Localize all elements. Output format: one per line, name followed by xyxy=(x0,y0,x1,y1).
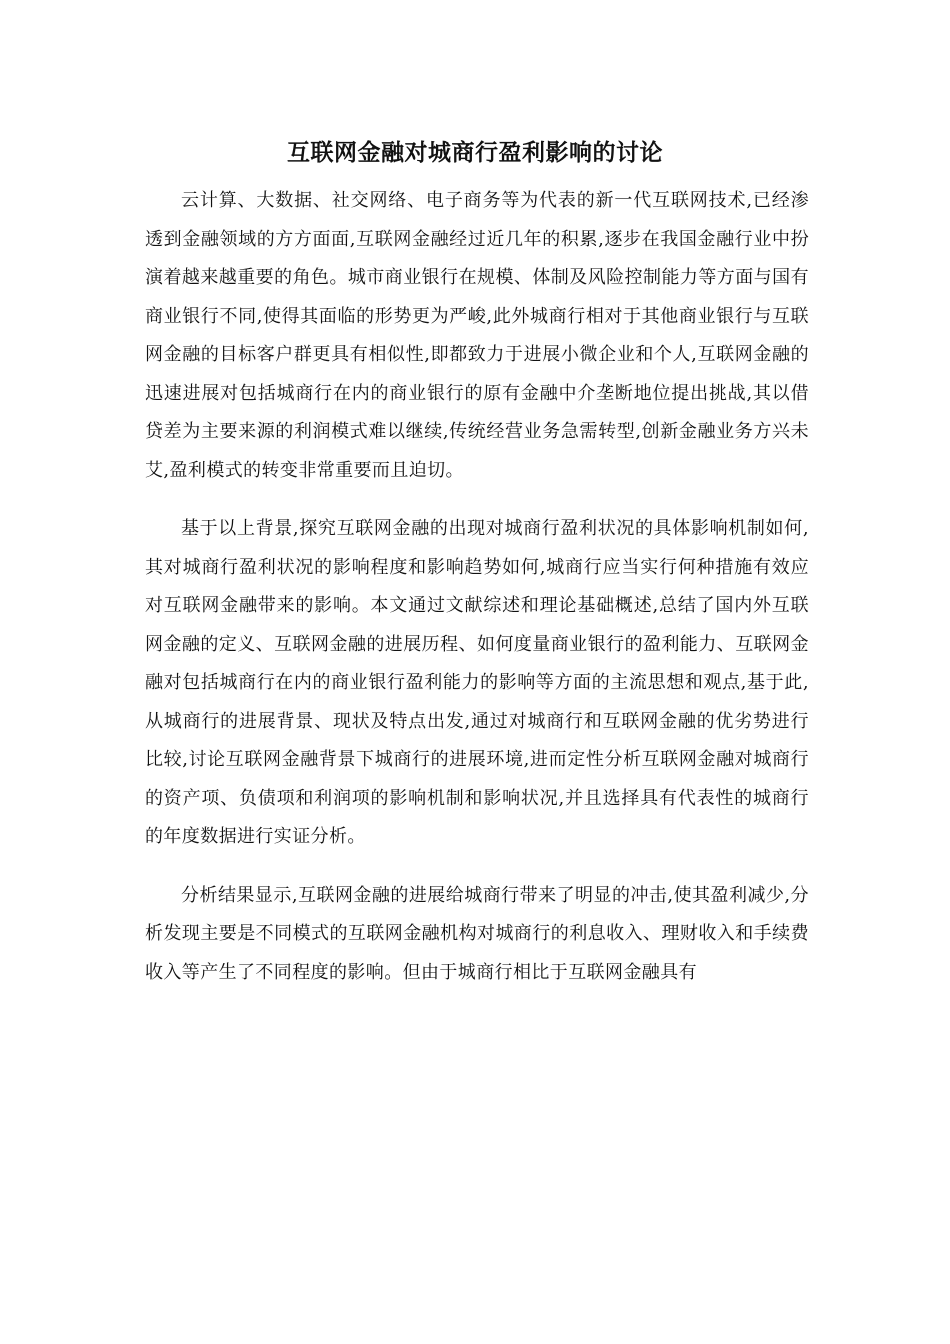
document-title: 互联网金融对城商行盈利影响的讨论 xyxy=(287,139,663,167)
paragraph-3: 分析结果显示,互联网金融的进展给城商行带来了明显的冲击,使其盈利减少,分析发现主要是不同模式的互联网金融机构对城商行的利息收入、理财收入和手续费收入等产生了不同程度的影响。但由于城商行相比于互联网金融具有 xyxy=(145,884,809,983)
paragraph-2: 基于以上背景,探究互联网金融的出现对城商行盈利状况的具体影响机制如何,其对城商行盈利状况的影响程度和影响趋势如何,城商行应当实行何种措施有效应对互联网金融带来的影响。本文通过文献综述和理论基础概述,总结了国内外互联网金融的定义、互联网金融的进展历程、如何度量商业银行的盈利能力、互联网金融对包括城商行在内的商业银行盈利能力的影响等方面的主流思想和观点,基于此,从城商行的进展背景、现状及特点出发,通过对城商行和互联网金融的优劣势进行比较,讨论互联网金融背景下城商行的进展环境,进而定性分析互联网金融对城商行的资产项、负债项和利润项的影响机制和影响状况,并且选择具有代表性的城商行的年度数据进行实证分析。 xyxy=(145,518,809,847)
paragraph-1: 云计算、大数据、社交网络、电子商务等为代表的新一代互联网技术,已经渗透到金融领域的方方面面,互联网金融经过近几年的积累,逐步在我国金融行业中扮演着越来越重要的角色。城市商业银行在规模、体制及风险控制能力等方面与国有商业银行不同,使得其面临的形势更为严峻,此外城商行相对于其他商业银行与互联网金融的目标客户群更具有相似性,即都致力于进展小微企业和个人,互联网金融的迅速进展对包括城商行在内的商业银行的原有金融中介垄断地位提出挑战,其以借贷差为主要来源的利润模式难以继续,传统经营业务急需转型,创新金融业务方兴未艾,盈利模式的转变非常重要而且迫切。 xyxy=(145,190,809,481)
document-body xyxy=(145,182,809,1012)
